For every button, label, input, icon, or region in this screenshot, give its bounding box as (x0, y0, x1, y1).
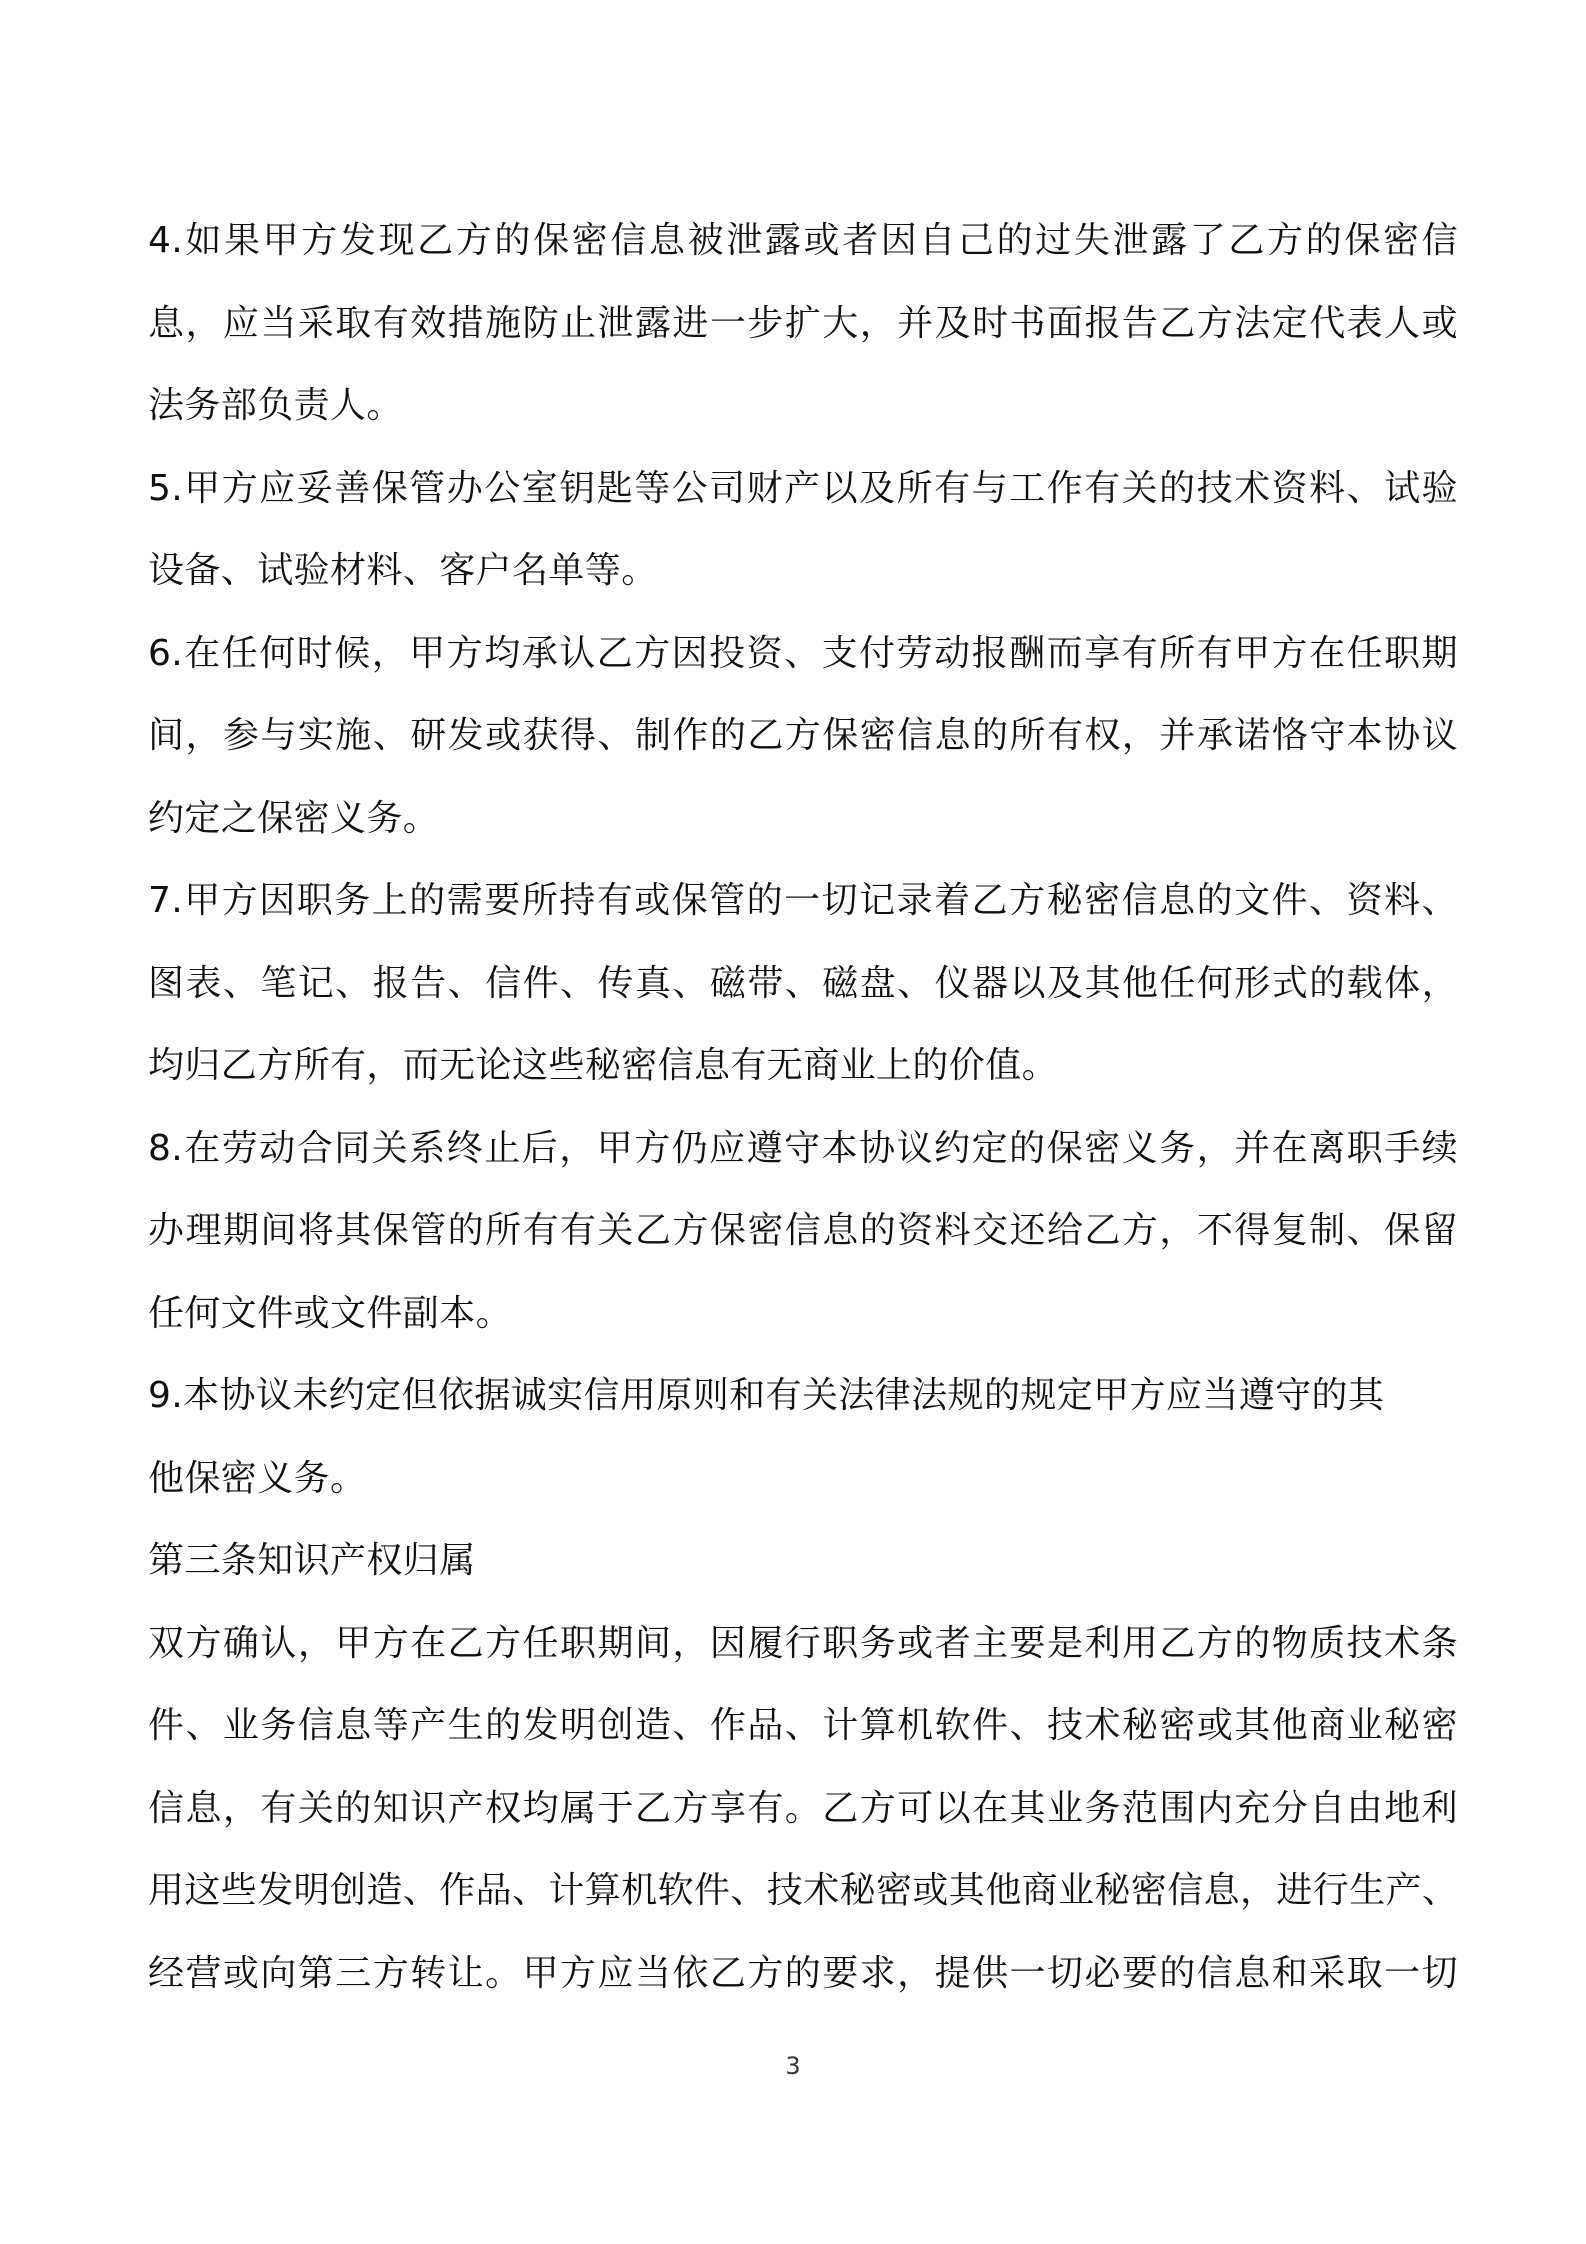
item-9-line-1: 9.本协议未约定但依据诚实信用原则和有关法律法规的规定甲方应当遵守的其 (148, 1375, 1385, 1416)
item-4-line-3: 法务部负责人。 (148, 385, 403, 426)
item-6-line-3: 约定之保密义务。 (148, 797, 440, 839)
document-body (148, 200, 1458, 2015)
item-9-line-2: 他保密义务。 (148, 1457, 367, 1499)
article-3-line-5: 经营或向第三方转让。甲方应当依乙方的要求，提供一切必要的信息和采取一切 (148, 1952, 1458, 1994)
article-3-line-4: 用这些发明创造、作品、计算机软件、技术秘密或其他商业秘密信息，进行生产、 (148, 1870, 1459, 1911)
item-4-line-1: 4.如果甲方发现乙方的保密信息被泄露或者因自己的过失泄露了乙方的保密信 (148, 220, 1458, 261)
item-6-line-1: 6.在任何时候，甲方均承认乙方因投资、支付劳动报酬而享有所有甲方在任职期 (148, 632, 1458, 674)
item-8-line-2: 办理期间将其保管的所有有关乙方保密信息的资料交还给乙方，不得复制、保留 (148, 1210, 1458, 1251)
item-8-line-1: 8.在劳动合同关系终止后，甲方仍应遵守本协议约定的保密义务，并在离职手续 (148, 1127, 1458, 1169)
item-5-line-1: 5.甲方应妥善保管办公室钥匙等公司财产以及所有与工作有关的技术资料、试验 (148, 467, 1458, 509)
item-6-line-2: 间，参与实施、研发或获得、制作的乙方保密信息的所有权，并承诺恪守本协议 (148, 715, 1458, 756)
article-3-line-3: 信息，有关的知识产权均属于乙方享有。乙方可以在其业务范围内充分自由地利 (148, 1787, 1458, 1829)
item-4-line-2: 息，应当采取有效措施防止泄露进一步扩大，并及时书面报告乙方法定代表人或 (148, 302, 1458, 344)
item-8-line-3: 任何文件或文件副本。 (148, 1292, 513, 1334)
article-3-line-2: 件、业务信息等产生的发明创造、作品、计算机软件、技术秘密或其他商业秘密 (148, 1705, 1458, 1746)
item-7-line-1: 7.甲方因职务上的需要所持有或保管的一切记录着乙方秘密信息的文件、资料、 (148, 880, 1458, 921)
item-5-line-2: 设备、试验材料、客户名单等。 (148, 550, 658, 591)
page-number: 3 (785, 2052, 801, 2080)
article-3-line-1: 双方确认，甲方在乙方任职期间，因履行职务或者主要是利用乙方的物质技术条 (148, 1622, 1458, 1664)
item-7-line-3: 均归乙方所有，而无论这些秘密信息有无商业上的价值。 (148, 1045, 1059, 1086)
item-7-line-2: 图表、笔记、报告、信件、传真、磁带、磁盘、仪器以及其他任何形式的载体， (148, 962, 1458, 1004)
article-3-heading: 第三条知识产权归属 (148, 1540, 476, 1581)
